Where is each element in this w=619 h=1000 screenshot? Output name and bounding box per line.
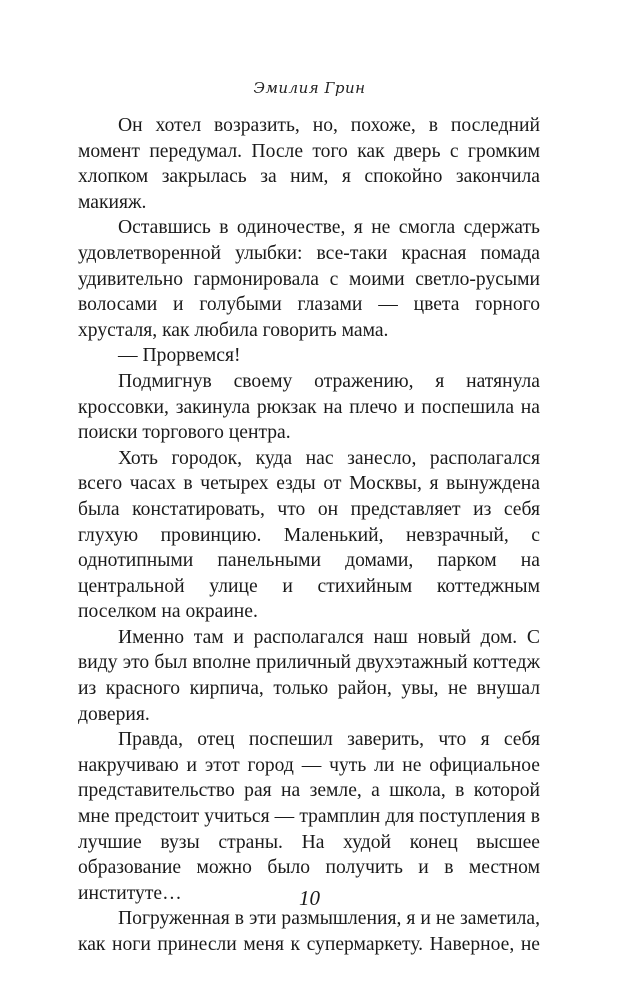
page-number: 10 [299,886,320,910]
paragraph: Подмигнув своему отражению, я натянула кроссовки, закинула рюкзак на плечо и поспешила на поиски торгового центра. [78,370,540,444]
paragraph: Правда, отец поспешил заверить, что я себя накручиваю и этот город — чуть ли не официальное представительство рая на земле, а школа, в которой мне предстоит учиться — трамплин для поступления в лучшие вузы страны. На худой конец высшее образование можно было получить и в местном институте… [78,729,540,904]
paragraph: Хоть городок, куда нас занесло, располагался всего часах в четырех езды от Москвы, я вынуждена была констатировать, что он представляет из себя глухую провинцию. Маленький, невзрачный, с однотипными панельными домами, парком на центральной улице и стихийным коттеджным поселком на окраине. [78,447,540,623]
paragraph-dialogue: — Прорвемся! [118,345,241,367]
body-text [78,113,540,958]
paragraph-continued: Погруженная в эти размышления, я и не заметила, как ноги принесли меня к супермаркету. Наверное, не [78,908,540,955]
paragraph: Оставшись в одиночестве, я не смогла сдержать удовлетворенной улыбки: все-таки красная помада удивительно гармонировала с моими светло-русыми волосами и голубыми глазами — цвета горного хрусталя, как любила говорить мама. [78,217,540,341]
paragraph: Он хотел возразить, но, похоже, в последний момент передумал. После того как дверь с громким хлопком закрылась за ним, я спокойно закончила макияж. [78,115,540,213]
running-head-author: Эмилия Грин [253,79,366,97]
paragraph: Именно там и располагался наш новый дом. С виду это был вполне приличный двухэтажный коттедж из красного кирпича, только район, увы, не внушал доверия. [78,626,540,725]
